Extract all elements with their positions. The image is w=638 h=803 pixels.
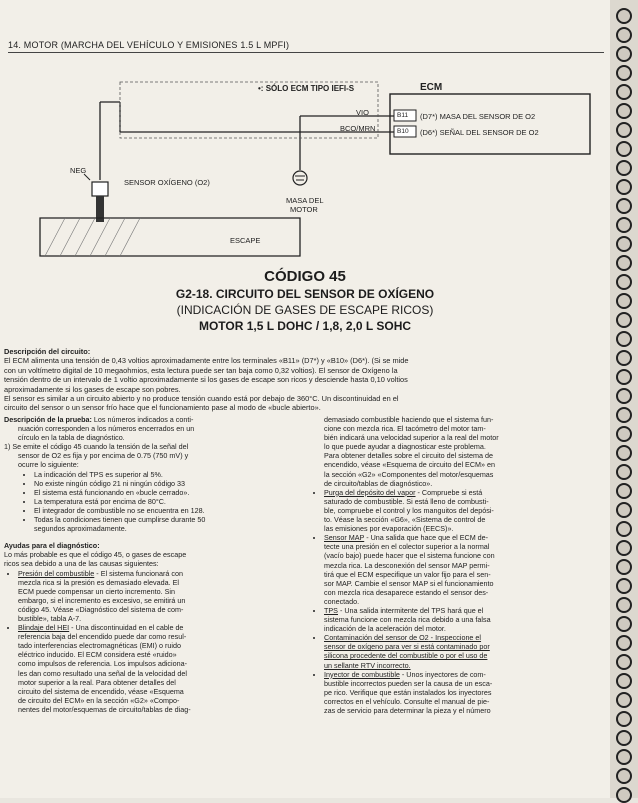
binding-ring <box>616 559 632 575</box>
binding-ring <box>616 540 632 556</box>
aid-line: - Una salida intermitente del TPS hará que el <box>337 605 484 615</box>
test-intro-line: círculo en la tabla de diagnóstico. <box>18 433 125 443</box>
binding-ring <box>616 198 632 214</box>
right-column <box>310 415 604 715</box>
aid-line: circuito del sistema de encendido, véase «Esquema <box>18 686 184 696</box>
aid-line: indicación de la aceleración del motor. <box>324 624 446 634</box>
aid-line: pe rico. Verifique que están instalados los inyectores <box>324 687 492 697</box>
circuit-description <box>4 347 604 413</box>
circuit-title: G2-18. CIRCUITO DEL SENSOR DE OXÍGENO <box>175 287 435 301</box>
circuit-subtitle: (INDICACIÓN DE GASES DE ESCAPE RICOS) <box>176 303 434 317</box>
aid-line: les dan como resultado una señal de la velocidad del <box>18 668 188 678</box>
aid-line: silicona procedente del combustible o por el uso de <box>324 651 488 661</box>
aid-line: eléctrico inducido. El ECM considera esté «ruido» <box>18 650 177 660</box>
ecm-label: ECM <box>420 82 443 93</box>
neg-label: NEG <box>70 166 87 175</box>
right-intro-line: Para obtener detalles sobre el circuito del sistema de <box>324 451 493 461</box>
aid-line: nentes del motor/esquemas de circuito/tablas de diag- <box>18 704 191 714</box>
aid-line: zas de servicio para determinar la pieza y el número <box>324 706 491 715</box>
aid-map-sensor-title: Sensor MAP <box>324 533 365 543</box>
binding-ring <box>616 236 632 252</box>
right-intro-line: demasiado combustible haciendo que el sistema fun- <box>324 415 494 424</box>
binding-ring <box>616 312 632 328</box>
test-item-line: sensor de O2 es fija y por encima de 0.75 (750 mV) y <box>18 451 189 461</box>
aid-map-sensor <box>324 533 604 606</box>
aid-line: tado interferencias electromagnéticas (EMI) o ruido <box>18 641 181 651</box>
binding-ring <box>616 46 632 62</box>
test-intro-line: Los números indicados a conti- <box>93 415 194 424</box>
aid-line: sistema funcione con mezcla rica debido a una falsa <box>324 615 491 625</box>
aid-line: - Compruebe si está <box>415 487 483 497</box>
circuit-description-heading: Descripción del circuito: <box>4 347 91 356</box>
diagnostic-aids-intro: ricos sea debido a una de las causas siguientes: <box>4 559 159 569</box>
aid-fuel-injector-title: Inyector de combustible <box>324 669 400 679</box>
wiring-diagram <box>0 60 610 270</box>
aid-line: to. Véase la sección «G6», «Sistema de control de <box>324 515 486 525</box>
aid-line: saturado de combustible. Si está lleno de combusti- <box>324 496 489 506</box>
right-intro-line: de circuito/tablas de diagnóstico». <box>324 478 433 488</box>
test-conditions-list <box>4 470 302 534</box>
aid-line: las emisiones por evaporación (EECS)». <box>324 524 454 534</box>
right-intro-line: encendido, véase «Esquema de circuito del ECM» en <box>324 460 496 470</box>
aid-line: ble, compruebe el control y los manguitos del depósi- <box>324 505 494 515</box>
aid-line: mezcla rica si la presión es demasiado elevada. El <box>18 577 179 587</box>
binding-ring <box>616 179 632 195</box>
binding-ring <box>616 274 632 290</box>
diagnostic-aids-intro: Lo más probable es que el código 45, o gases de escape <box>4 550 187 560</box>
aid-line: un sellante RTV incorrecto. <box>324 660 411 670</box>
binding-ring <box>616 426 632 442</box>
pin-b11-label: B11 <box>397 112 409 119</box>
oxygen-sensor-icon <box>92 182 108 196</box>
aid-line: tirá que el ECM especifique un valor fijo para el sen- <box>324 569 491 579</box>
pin-b10-description: (D6*) SEÑAL DEL SENSOR DE O2 <box>420 128 539 137</box>
binding-ring <box>616 388 632 404</box>
aid-line: referencia baja del encendido puede dar como resul- <box>18 632 187 642</box>
engine-ground-label-2: MOTOR <box>290 205 318 214</box>
header-rule <box>8 52 604 53</box>
binding-ring <box>616 293 632 309</box>
binding-ring <box>616 464 632 480</box>
test-intro-line: nuación corresponden a los números encerrados en un <box>18 424 195 434</box>
code-title: CÓDIGO 45 <box>264 268 346 285</box>
binding-ring <box>616 407 632 423</box>
diagnostic-aids-heading: Ayudas para el diagnóstico: <box>4 541 100 551</box>
circuit-description-line: El sensor es similar a un circuito abierto y no produce tensión cuando está por debajo de 360°C. Un discontinuidad en el <box>4 394 399 404</box>
circuit-description-line: tensión dentro de un intervalo de 1 voltio aproximadamente si los gases de escape son ricos y desciende hasta 0,10 voltios <box>4 375 408 385</box>
pin-b11-description: (D7*) MASA DEL SENSOR DE O2 <box>420 112 536 121</box>
test-condition: • El integrador de combustible no se encuentra en 128. <box>34 506 302 515</box>
binding-ring <box>616 141 632 157</box>
binding-ring <box>616 692 632 708</box>
aid-vapor-canister <box>324 488 604 533</box>
binding-ring <box>616 103 632 119</box>
right-intro-line: cione con mezcla rica. El tacómetro del motor tam- <box>324 424 486 434</box>
ecm-type-note: •: SÓLO ECM TIPO IEFI-S <box>258 84 355 93</box>
test-item-line: 1) Se emite el código 45 cuando la tensión de la señal del <box>4 442 189 452</box>
aid-line: ECM puede compensar un cierto incremento. Sin <box>18 586 176 596</box>
left-column <box>4 415 302 714</box>
oxygen-sensor-label: SENSOR OXÍGENO (O2) <box>124 178 210 187</box>
wire-vio-label: VIO <box>356 108 369 117</box>
binding-ring <box>616 27 632 43</box>
aid-line: - El sistema funcionará con <box>94 568 183 578</box>
binding-ring <box>616 502 632 518</box>
aid-line: - Una discontinuidad en el cable de <box>69 623 184 633</box>
aid-line: motor superior a la real. Para obtener detalles del <box>18 677 176 687</box>
aid-line: - Unos inyectores de com- <box>399 669 486 679</box>
test-condition: • No existe ningún código 21 ni ningún código 33 <box>34 479 302 488</box>
engine-ground-icon <box>293 171 307 185</box>
aid-line: con mezcla rica desaparece estando el sensor des- <box>324 587 489 597</box>
aid-line: mezcla rica. La desconexión del sensor MAP permi- <box>324 560 490 570</box>
circuit-description-line: aproximadamente si los gases de escape son pobres. <box>4 384 181 394</box>
test-condition: • La indicación del TPS es superior al 5%. <box>34 470 302 479</box>
aid-line: embargo, si el incremento es excesivo, se emitirá un <box>18 595 186 605</box>
circuit-description-line: con un voltímetro digital de 10 megaohmios, esta lectura puede ser tan baja como 0,32 voltios). El sensor de Oxígeno la <box>4 365 398 375</box>
exhaust-label: ESCAPE <box>230 236 261 245</box>
aid-line: tecte una presión en el colector superior a la normal <box>324 542 490 552</box>
circuit-description-line: circuito del sensor o un sensor frío hace que el funcionamiento pase al modo de «bucle abierto». <box>4 403 321 413</box>
aid-line: bustible», tabla A-7. <box>18 613 82 623</box>
binding-ring <box>616 350 632 366</box>
binding-ring <box>616 616 632 632</box>
binding-ring <box>616 8 632 24</box>
test-description-heading: Descripción de la prueba: <box>4 415 92 424</box>
aid-line: de circuito del ECM» en la sección «G2» «Compo- <box>18 695 180 705</box>
binding-ring <box>616 635 632 651</box>
spiral-binding <box>610 0 638 798</box>
right-aids-list <box>310 488 604 715</box>
binding-ring <box>616 597 632 613</box>
test-condition: • La temperatura está por encima de 80°C. <box>34 497 302 506</box>
aid-o2-contamination-title: Contaminación del sensor de O2 <box>324 633 429 643</box>
binding-ring <box>616 578 632 594</box>
binding-ring <box>616 255 632 271</box>
ecm-box <box>390 94 590 154</box>
binding-ring <box>616 730 632 746</box>
binding-ring <box>616 521 632 537</box>
aid-tps-title: TPS <box>324 605 338 615</box>
aid-hei-shielding-title: Blindaje del HEI <box>18 623 70 633</box>
binding-ring <box>616 369 632 385</box>
aid-vapor-canister-title: Purga del depósito del vapor <box>324 487 416 497</box>
binding-ring <box>616 654 632 670</box>
binding-ring <box>616 483 632 499</box>
aid-line: - Una salida que hace que el ECM de- <box>364 533 489 543</box>
binding-ring <box>616 331 632 347</box>
wire-bco-mrn-label: BCO/MRN <box>340 124 376 133</box>
aid-fuel-pressure-title: Presión del combustible <box>18 568 95 578</box>
binding-ring <box>616 160 632 176</box>
right-intro-line: bién indicará una velocidad superior a la real del motor <box>324 433 499 443</box>
diagnostic-aids-list <box>4 569 302 715</box>
aid-fuel-pressure <box>18 569 302 624</box>
engine-title: MOTOR 1,5 L DOHC / 1,8, 2,0 L SOHC <box>198 319 412 333</box>
aid-line: conectado. <box>324 596 360 606</box>
aid-line: - Inspeccione el <box>428 633 482 643</box>
binding-ring <box>616 673 632 689</box>
binding-ring <box>616 122 632 138</box>
aid-line: sor MAP. Cambie el sensor MAP si el funcionamiento <box>324 578 494 588</box>
test-condition: • El sistema está funcionando en «bucle cerrado». <box>34 488 302 497</box>
pin-b10-label: B10 <box>397 128 409 135</box>
aid-line: código 45. Véase «Diagnóstico del sistema de com- <box>18 604 184 614</box>
test-item-line: ocurre lo siguiente: <box>18 460 79 470</box>
aid-o2-contamination <box>324 633 604 669</box>
aid-line: (vacío bajo) puede hacer que el sistema funcione con <box>324 551 495 561</box>
exhaust-pipe-icon <box>40 218 300 256</box>
binding-ring <box>616 787 632 803</box>
aid-line: como impulsos de referencia. Los impulsos adiciona- <box>18 659 187 669</box>
engine-ground-label-1: MASA DEL <box>286 196 324 205</box>
binding-ring <box>616 768 632 784</box>
circuit-description-line: El ECM alimenta una tensión de 0,43 voltios aproximadamente entre los terminales «B11» (D7*) y «B10» (D6*). (Si se mide <box>4 356 409 366</box>
binding-ring <box>616 217 632 233</box>
right-intro-line: la sección «G2» «Componentes del motor/esquemas <box>324 469 494 479</box>
aid-line: bustible incorrectos pueden ser la causa de un esca- <box>324 678 493 688</box>
test-condition: segundos aproximadamente. <box>34 524 127 534</box>
binding-ring <box>616 84 632 100</box>
test-condition: • Todas la condiciones tienen que cumplirse durante 50 <box>34 515 302 524</box>
aid-tps <box>324 606 604 633</box>
binding-ring <box>616 65 632 81</box>
aid-line: correctos en el vehículo. Consulte el manual de pie- <box>324 696 490 706</box>
aid-fuel-injector <box>324 670 604 715</box>
aid-hei-shielding <box>18 623 302 714</box>
binding-ring <box>616 445 632 461</box>
exhaust-hatching <box>45 218 140 256</box>
page-header: 14. MOTOR (MARCHA DEL VEHÍCULO Y EMISIONES 1.5 L MPFI) <box>8 40 290 50</box>
binding-ring <box>616 749 632 765</box>
right-intro-line: lo que puede ayudar a diagnosticar este problema. <box>324 442 486 452</box>
binding-ring <box>616 711 632 727</box>
aid-line: sensor de oxígeno para ver si está contaminado por <box>324 642 490 652</box>
